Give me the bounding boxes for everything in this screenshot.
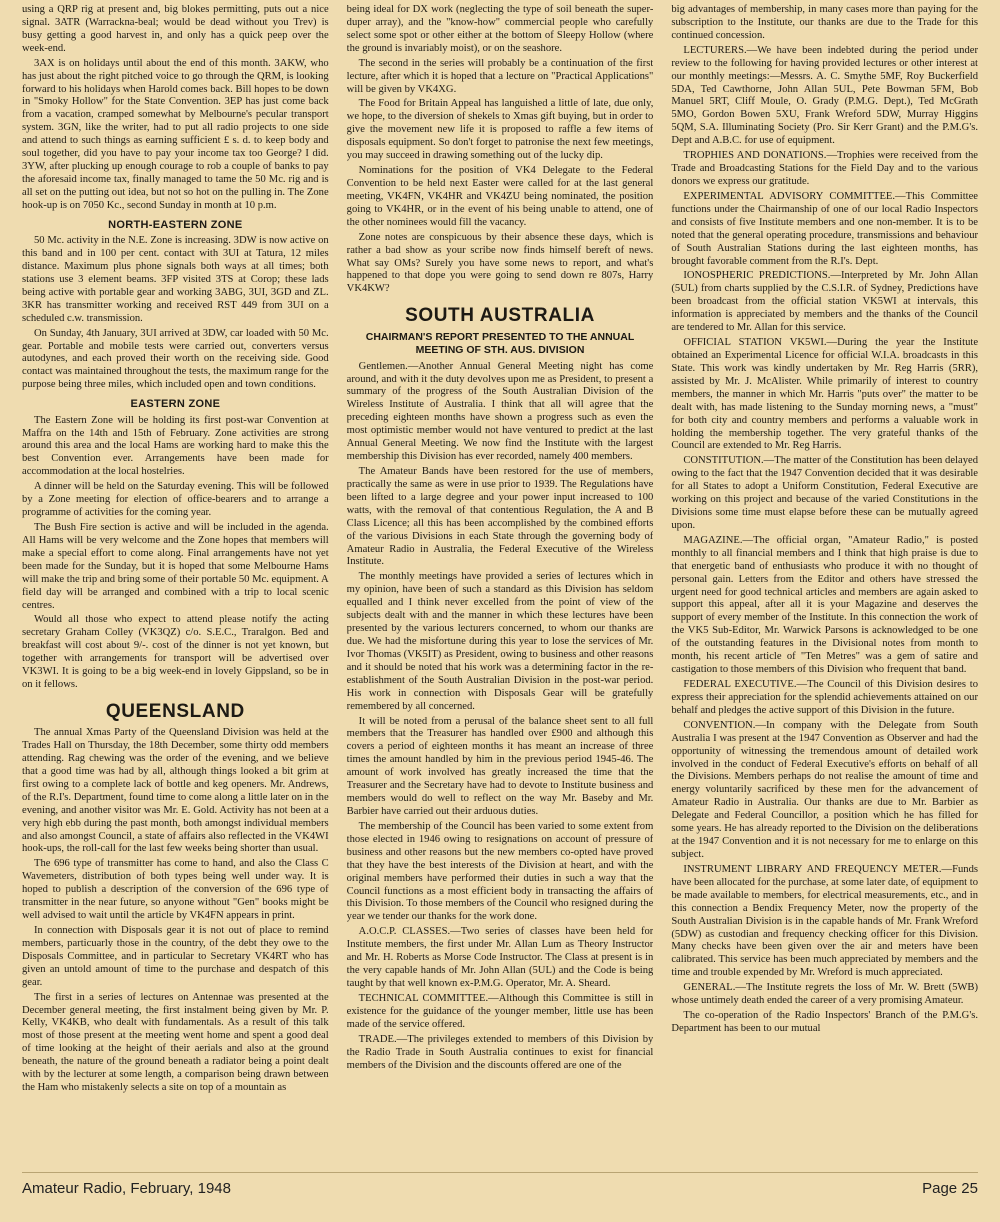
column-left [22,4,329,1172]
paragraph: OFFICIAL STATION VK5WI.—During the year the Institute obtained an Experimental Licence for official W.I.A. broadcasts in this State. This work was kindly undertaken by Mr. Reg Harris (5RR), assisted by Mr. J. McAlister. While primarily of interest to country members, the manner in which Mr. Harris "puts over" the matter to be dealt with, has made listening to the Sunday morning news, a "must" for both city and country members and performs a valuable work in holding the membership together. The very grateful thanks of the Council are extended to Mr. Reg Harris. [671,337,978,452]
paragraph: CONVENTION.—In company with the Delegate from South Australia I was present at the 1947 Convention as Observer and had the opportunity of witnessing the tremendous amount of detailed work involved in the conduct of Federal Executive's efforts on behalf of all the Divisions. Members perhaps do not realise the amount of time and energy voluntarily sacrificed by these men for the advancement of Amateur Radio in Australia. Our thanks are due to Mr. Barbier as Delegate and Federal Councillor, a position which he has filled for some years. He has already reported to the Division on the deliberations at the 1947 Convention and it is not necessary for me to enlarge on this subject. [671,719,978,860]
paragraph: big advantages of membership, in many cases more than paying for the subscription to the Institute, our thanks are due to the Trade for this continued concession. [671,4,978,41]
paragraph: Gentlemen.—Another Annual General Meeting night has come around, and with it the duty devolves upon me as President, to present a summary of the progress of the South Australian Division of the Wireless Institute of Australia. I think that all will agree that the preceding eighteen months have shown a progress such as even the most optimistic member would not have ventured to predict at the last Annual General Meeting. We now find the Institute with the largest membership this Division has ever recorded, namely 400 members. [346,360,654,463]
paragraph: The membership of the Council has been varied to some extent from those elected in 1946 owing to resignations on account of pressure of business and other reasons but the new members co-opted have proved that they have the best interests of the Division at heart, and with the original members have performed their duties in such a way that the Council functions as a most efficient body in transacting the affairs of this Division. To those members of the Council who resigned during the year we tender our thanks for the work done. [346,820,654,923]
section-heading-queensland: QUEENSLAND [105,700,245,722]
paragraph: A.O.C.P. CLASSES.—Two series of classes have been held for Institute members, the first under Mr. Allan Lum as Theory Instructor and Mr. H. Roberts as Morse Code Instructor. The Class at present is in the very capable hands of Mr. John Allan (5UL) and the Code is being taught by that well known ex-P.M.G. Operator, Mr. A. Sheard. [346,926,654,989]
paragraph: The Food for Britain Appeal has languished a little of late, due only, we hope, to the diversion of shekels to Xmas gift buying, but in order to give the movement new life it is proposed to raffle a few items of disposals equipment. So don't forget to patronise the next few meetings, you may succeed in drawing something out of the lucky dip. [346,98,654,162]
column-middle [347,4,654,1172]
footer-divider [22,1172,978,1173]
section-heading-north-eastern-zone: NORTH-EASTERN ZONE [108,218,243,231]
report-subheading: CHAIRMAN'S REPORT PRESENTED TO THE ANNUAL MEETING OF STH. AUS. DIVISION [365,331,635,357]
paragraph: TECHNICAL COMMITTEE.—Although this Committee is still in existence for the guidance of the younger member, little use has been made of the service offered. [346,992,654,1030]
paragraph: The 696 type of transmitter has come to hand, and also the Class C Wavemeters, distribution of both types being well under way. It is hoped to publish a description of the conversion of the 696 type of transmitter in the near future, so anyone without "Gen" books might be well advised to wait until the article by VK4FN appears in print. [22,858,329,922]
paragraph: EXPERIMENTAL ADVISORY COMMITTEE.—This Committee functions under the Chairmanship of one of our local Radio Inspectors and consists of five Institute members and one non-member. It is to be noted that the general operating procedure, transmissions and behaviour of South Australian Stations during the last eighteen months, has brought favorable comment from the R.I's. Dept. [671,190,978,267]
paragraph: The Bush Fire section is active and will be included in the agenda. All Hams will be very welcome and the Zone hopes that members will make a special effort to come along. Final arrangements have not yet been made for the Sunday, but it is hoped that some Melbourne Hams will make the trip and bring some of their portable 50 Mc. equipment. A field day will be arranged and combined with a trip to local scenic centres. [22,522,329,611]
paragraph: FEDERAL EXECUTIVE.—The Council of this Division desires to express their appreciation for the splendid achievements attained on our behalf and pledges the active support of this Division in the future. [671,679,978,716]
paragraph: Zone notes are conspicuous by their absence these days, which is rather a bad show as your scribe now finds himself bereft of news. What say OMs? Surely you have some news to report, and what's happened to that dope you were going to send down re 807s, Harry VK4KW? [346,231,654,295]
paragraph: The annual Xmas Party of the Queensland Division was held at the Trades Hall on Thursday, the 18th December, some thirty odd members attending. Rag chewing was the order of the evening, and we believe that a good time was had by all, although things looked a bit grim at first owing to a complete lack of bottle and keg openers. Mr. Andrews, of the R.I's. Department, found time to come along a little later on in the evening, and another visitor was Mr. E. Gold. Activity has not been at a very high ebb during the past month, both amongst individual members and also amongst Council, a state of affairs also reflected in the VK4WI hook-ups, the roll-call for the last few weeks being shorter than usual. [22,727,329,855]
paragraph: The Eastern Zone will be holding its first post-war Convention at Maffra on the 14th and 15th of February. Zone activities are strong around this area and the local Hams are working hard to make this the best Convention ever. Arrangements have been made for accommodation at the local hostelries. [22,414,329,478]
paragraph: Nominations for the position of VK4 Delegate to the Federal Convention to be held next Easter were called for at the last general meeting, VK4FN, VK4HR and VK4ZU being nominated, the position going to VK4HR, or in the event of his being unable to attend, one of the other nominees would fill the vacancy. [346,165,654,228]
paragraph: The Amateur Bands have been restored for the use of members, practically the same as were in use prior to 1939. The Regulations have been lifted to a large degree and your power input increased to 100 watts, with the removal of that contentious Regulation, the A and B Class Licence; all this has been accomplished by the combined efforts of the various Divisions in each State through the governing body of Amateur Radio in Australia, the Federal Executive of the Wireless Institute. [346,466,654,568]
article-columns [22,4,978,1172]
paragraph: It will be noted from a perusal of the balance sheet sent to all full members that the Treasurer has handled over £900 and although this covers a period of eighteen months it has meant an increase of three times the amount handled by him in the previous period 1945-46. The amount of work involved has greatly increased the time that the Treasurer and the Secretary have had to devote to Institute business and members would do well to reflect on the way Mr. Baseby and Mr. Barbier have carried out their arduous duties. [346,715,654,817]
paragraph: The co-operation of the Radio Inspectors' Branch of the P.M.G's. Department has been to our mutual [671,1010,978,1034]
page-number: Page 25 [922,1180,978,1197]
paragraph: 3AX is on holidays until about the end of this month. 3AKW, who has just about the right pitched voice to go through the QRM, is looking forward to his holidays when Harold comes back. Bill hopes to be down in "Smoky Hollow" for the State Convention. 3EP has just come back from a vacation, cramped somewhat by Melbourne's pecular transport system. 3GN, like the writer, had to put all radio projects to one side and attend to such things as earning sufficient £ s. d. to keep body and soul together, did you have to pay your income tax too George? I did. 3YW, after plucking up enough courage to rob a couple of banks to pay the aforesaid income tax, finally managed to tame the 50 Mc. rig and is all set on the putting out idea, but not so hot on the pulling in. The Zone hook-up is on 7050 Kc., second Sunday in month at 10 p.m. [22,57,329,211]
section-heading-south-australia: SOUTH AUSTRALIA [405,305,595,327]
paragraph: being ideal for DX work (neglecting the type of soil beneath the super-duper array), and the "know-how" commercial people who carefully select some spot or other either at the bottom of Sleepy Hollow (where the ground is invariably moist), or on the seashore. [346,4,654,54]
paragraph: Would all those who expect to attend please notify the acting secretary Graham Colley (VK3QZ) c/o. S.E.C., Traralgon. Bed and breakfast will cost about 9/-. cost of the dinner is not yet known, but together with arrangements for transport will be advertised over VK3WI. It is going to be a big week-end in lovely Gippsland, so be in on it fellows. [22,614,329,691]
paragraph: On Sunday, 4th January, 3UI arrived at 3DW, car loaded with 50 Mc. gear. Portable and mobile tests were carried out, converters versus autodynes, and each proved their worth on the receiving side. Good contact was maintained throughout the tests, the maximum range for the purpose being three miles, which included open and town conditions. [22,327,329,391]
paragraph: A dinner will be held on the Saturday evening. This will be followed by a Zone meeting for election of office-bearers and to arrange a programme of activities for the coming year. [22,481,329,519]
paragraph: The monthly meetings have provided a series of lectures which in my opinion, have been of such a standard as this Division has seldom equalled and I think never excelled from the point of view of the subjects dealt with and the manner in which these lectures have been presented by the various lecturers concerned, to whom our thanks are due. We had the misfortune during this year to lose the services of Mr. Ivor Thomas (VK5IT) as President, owing to business and other reasons and it should be noted that his work was a determining factor in the re-establishment of the South Australian Division in the post-war period. His work in connection with Disposals Gear will be gratefully remembered by all concerned. [346,571,654,712]
paragraph: 50 Mc. activity in the N.E. Zone is increasing. 3DW is now active on this band and in 100 per cent. contact with 3UI at Tatura, 12 miles distance. Maximum plus phone signals both ways at all times; both stations use 3 element beams. 3FP visited 3TS at Corop; these lads being active with portable gear and working 3ABG, 3UI, 3GD and ZL. 3KR has transmitter working and received RST 449 from 3UI on a scheduled c.w. transmission. [22,235,329,324]
publication-info: Amateur Radio, February, 1948 [22,1180,231,1197]
paragraph: MAGAZINE.—The official organ, "Amateur Radio," is posted monthly to all financial members and I think that high praise is due to that energetic band of enthusiasts who produce it with no thought of personal gain. Letters from the Editor and others have stressed the urgent need for good technical articles and members are again asked to support this appeal, after all it is your Magazine and deserves the support of every member of the Institute. In this connection the work of the VK5 Sub-Editor, Mr. Warwick Parsons is acknowledged to be one of the outstanding features in the Divisional notes from month to month, his recent article of "Ten Metres" was a gem of satire and castigation to those members of this Division who frequent that band. [671,534,978,676]
paragraph: using a QRP rig at present and, big blokes permitting, puts out a nice signal. 3ATR (Warrackna-beal; would be dead without you Trev) is busy getting a good harvest in, and only has a quick peep over the week-end. [22,4,329,54]
paragraph: INSTRUMENT LIBRARY AND FREQUENCY METER.—Funds have been allocated for the purchase, at some later date, of equipment to be made available to members, for electrical measurements, etc., and in this connection a Bendix Frequency Meter, now the property of the South Australian Division is in the capable hands of Mr. Frank Wreford (5DW) as custodian and frequency checking officer for this Division. Many checks have been given over the air and meters have been calibrated. This service has been much appreciated by members and the time and trouble expended by Mr. Wreford is much appreciated. [671,863,978,979]
paragraph: The second in the series will probably be a continuation of the first lecture, after which it is hoped that a lecture on "Practical Applications" will be given by VK4XG. [346,57,654,95]
paragraph: The first in a series of lectures on Antennae was presented at the December general meeting, the first instalment being given by Mr. P. Kelly, VK4KB, who dealt with fundamentals. As a result of this talk most of those present at the meeting went home and spent a good deal of time looking at the height of their aerials and also at the ground beneath, the nature of the ground beneath a radiator being a point dealt with by the lecturer at some length, a comparison being drawn between the Ham who mistakenly selects a site on top of a mountain as [22,991,329,1094]
paragraph: LECTURERS.—We have been indebted during the period under review to the following for having provided lectures or other interest at our monthly meetings:—Messrs. A. C. Smythe 5MF, Roy Buckerfield 5DA, Ted Cawthorne, John Allan 5UL, Pete Bowman 5FM, Bob Manuel 5RT, Cliff Moule, O. Grady (P.M.G. Dept.), Ted McGrath 5MO, Gordon Bowen 5XU, Frank Wreford 5DW, Murray Higgins 5QM, S.A. Illuminating Society (Pro. Sir Kerr Grant) and the P.M.G's. Dept and A.B.C. for use of equipment. [671,44,978,147]
paragraph: TRADE.—The privileges extended to members of this Division by the Radio Trade in South Australia continues to exist for financial members of the Division and the discounts offered are one of the [346,1033,654,1071]
paragraph: IONOSPHERIC PREDICTIONS.—Interpreted by Mr. John Allan (5UL) from charts supplied by the C.S.I.R. of Sydney, Predictions have been broadcast from the official station VK5WI at intervals, this information is appreciated by members and the thanks of the Council are tendered to Mr. Allan for this service. [671,270,978,334]
section-heading-eastern-zone: EASTERN ZONE [130,398,221,411]
column-right [671,4,978,1172]
paragraph: GENERAL.—The Institute regrets the loss of Mr. W. Brett (5WB) whose untimely death ended the career of a very promising Amateur. [671,982,978,1007]
paragraph: TROPHIES AND DONATIONS.—Trophies were received from the Trade and Broadcasting Stations for the Field Day and to the various donors we express our gratitude. [671,150,978,187]
paragraph: In connection with Disposals gear it is not out of place to remind members, particuarly those in the country, of the debt they owe to the Disposals Committee, and in particular to Secretary VK4RT who has given an untold amount of time to the purchase and despatch of this gear. [22,924,329,988]
paragraph: CONSTITUTION.—The matter of the Constitution has been delayed owing to the fact that the 1947 Convention decided that it was desirable for all States to adopt a Uniform Constitution, Federal Executive are working on this project and because of the varied Constitutions in the Divisions some time must elapse before these can be mutually agreed upon. [671,455,978,531]
page-footer [22,1180,978,1197]
